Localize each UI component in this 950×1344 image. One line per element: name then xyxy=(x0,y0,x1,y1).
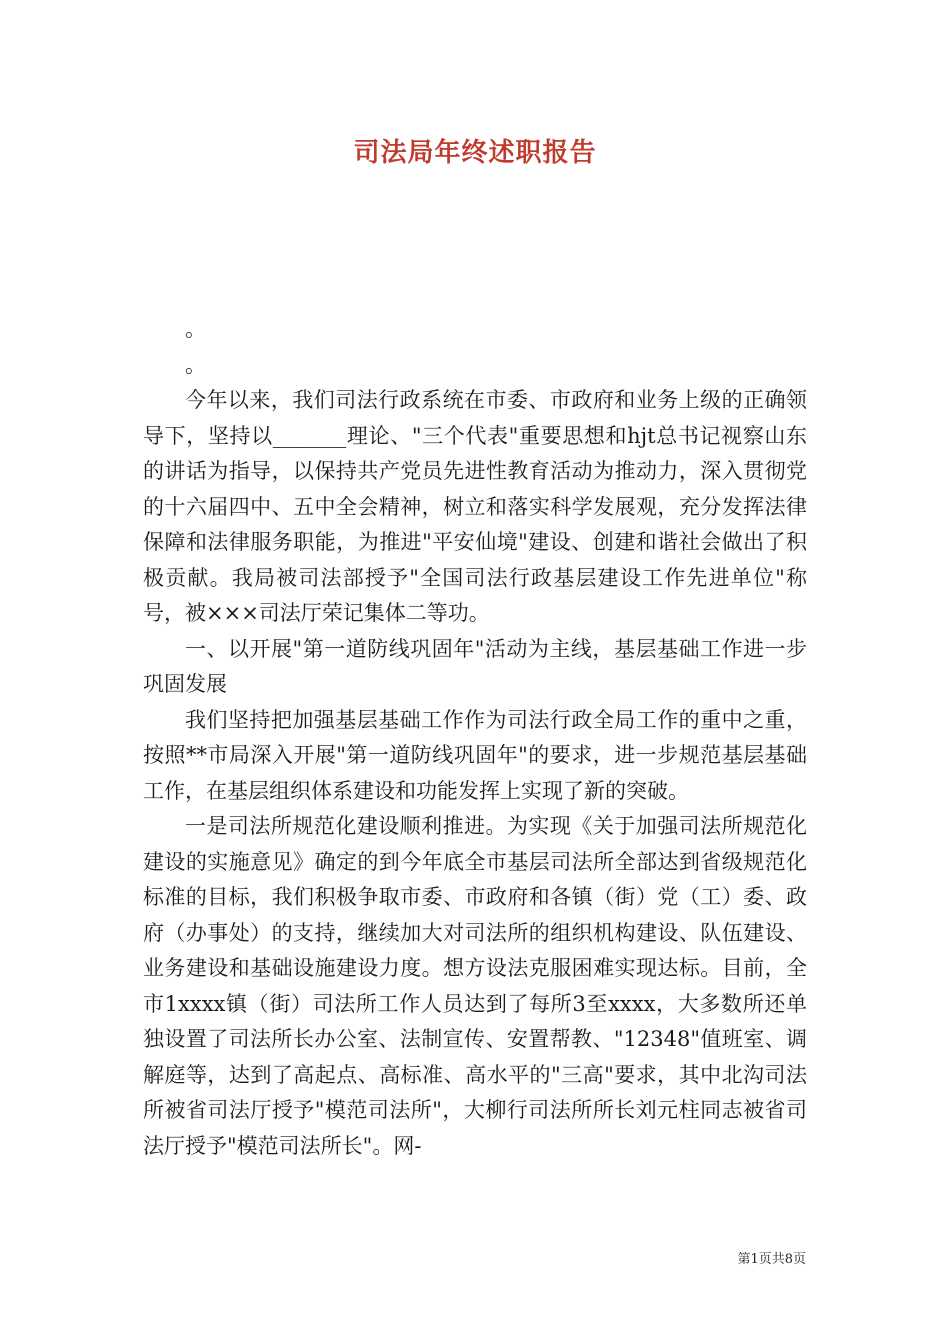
document-body xyxy=(143,312,807,1164)
paragraph-point-1: 一是司法所规范化建设顺利推进。为实现《关于加强司法所规范化建设的实施意见》确定的到今年底全市基层司法所全部达到省级规范化标准的目标，我们积极争取市委、市政府和各镇（街）党（工）委、政府（办事处）的支持，继续加大对司法所的组织机构建设、队伍建设、业务建设和基础设施建设力度。想方设法克服困难实现达标。目前，全市1xxxx镇（街）司法所工作人员达到了每所3至xxxx，大多数所还单独设置了司法所长办公室、法制宣传、安置帮教、"12348"值班室、调解庭等，达到了高起点、高标准、高水平的"三高"要求，其中北沟司法所被省司法厅授予"模范司法所"，大柳行司法所所长刘元柱同志被省司法厅授予"模范司法所长"。网- xyxy=(143,814,807,1158)
paragraph-section-1: 我们坚持把加强基层基础工作作为司法行政全局工作的重中之重，按照**市局深入开展"第一道防线巩固年"的要求，进一步规范基层基础工作，在基层组织体系建设和功能发挥上实现了新的突破。 xyxy=(143,707,807,803)
section-heading-1: 一、以开展"第一道防线巩固年"活动为主线，基层基础工作进一步巩固发展 xyxy=(143,636,807,696)
page-footer: 第1页共8页 xyxy=(737,1252,806,1267)
dot-line: 。 xyxy=(185,317,206,341)
paragraph-intro: 今年以来，我们司法行政系统在市委、市政府和业务上级的正确领导下，坚持以_______理论、"三个代表"重要思想和hjt总书记视察山东的讲话为指导，以保持共产党员先进性教育活动为推动力，深入贯彻党的十六届四中、五中全会精神，树立和落实科学发展观，充分发挥法律保障和法律服务职能，为推进"平安仙境"建设、创建和谐社会做出了积极贡献。我局被司法部授予"全国司法行政基层建设工作先进单位"称号，被×××司法厅荣记集体二等功。 xyxy=(143,388,807,625)
dot-line: 。 xyxy=(185,352,206,377)
page-title: 司法局年终述职报告 xyxy=(353,138,597,168)
